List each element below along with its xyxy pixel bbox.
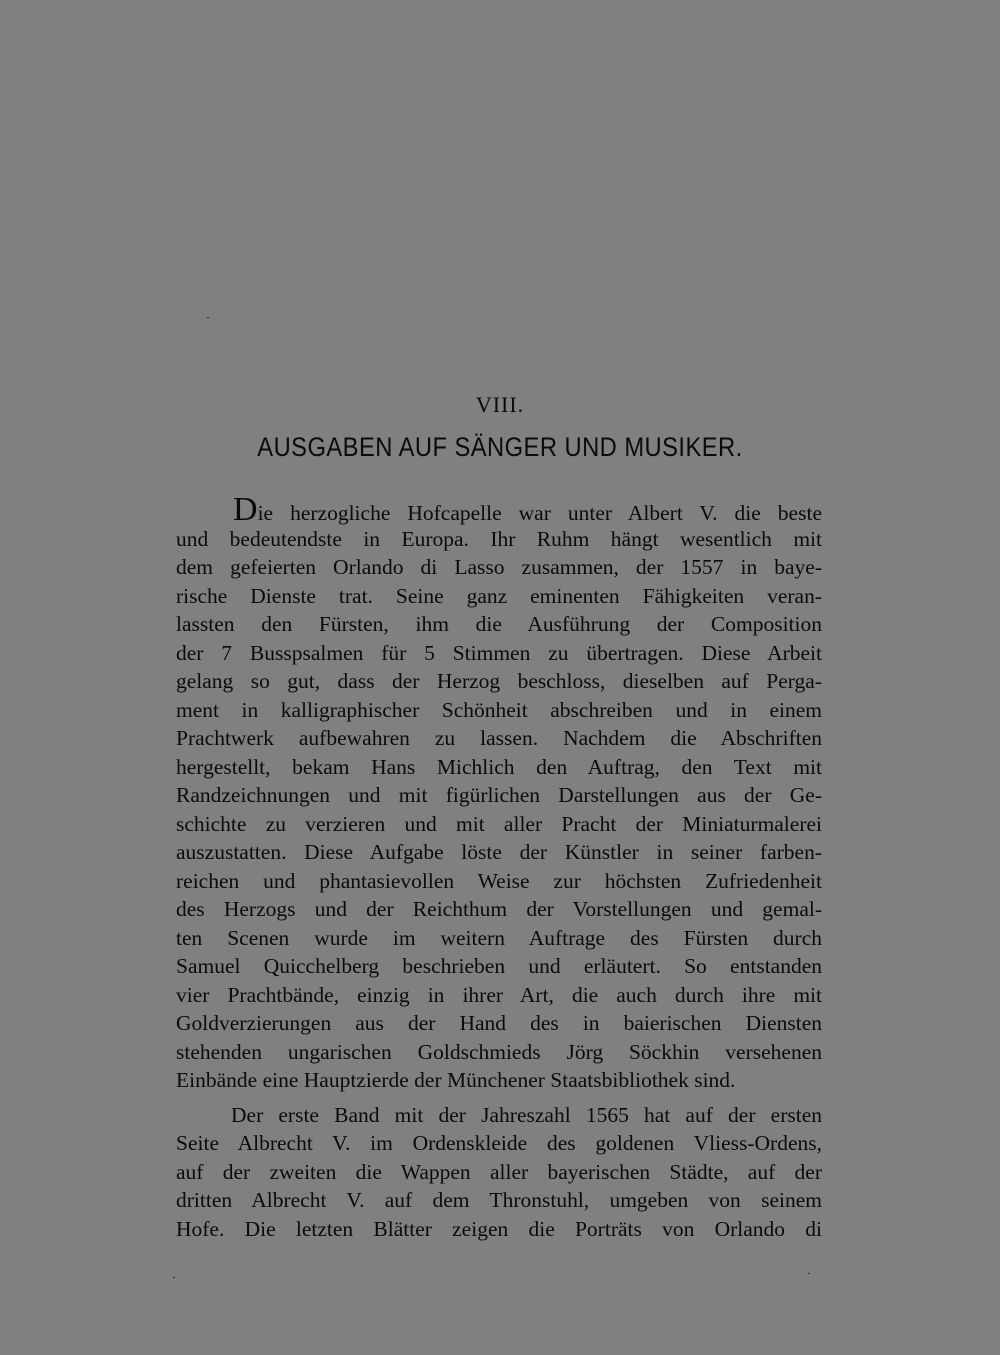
paragraph-line: Seite Albrecht V. im Ordenskleide des goldenen Vliess-Ordens, xyxy=(176,1131,822,1155)
paragraph-line: stehenden ungarischen Goldschmieds Jörg Söckhin versehenen xyxy=(176,1039,822,1064)
body-text xyxy=(176,491,822,1243)
chapter-title: AUSGABEN AUF SÄNGER UND MUSIKER. xyxy=(257,432,743,462)
paragraph-line: lassten den Fürsten, ihm die Ausführung der Composition xyxy=(176,612,822,636)
scan-speck xyxy=(207,317,209,318)
chapter-number: VIII. xyxy=(475,392,525,417)
paragraph-line: reichen und phantasievollen Weise zur höchsten Zufriedenheit xyxy=(176,868,822,893)
paragraph-line: auszustatten. Diese Aufgabe löste der Künstler in seiner farben- xyxy=(176,840,822,864)
first-line-text: ie herzogliche Hofcapelle war unter Albert V. die beste xyxy=(257,501,822,525)
paragraph-line: Prachtwerk aufbewahren zu lassen. Nachdem die Abschriften xyxy=(176,726,822,750)
scan-speck xyxy=(173,1277,175,1278)
paragraph-line: Der erste Band mit der Jahreszahl 1565 hat auf der ersten xyxy=(231,1102,822,1127)
paragraph-line: Samuel Quicchelberg beschrieben und erläutert. So entstanden xyxy=(176,954,822,978)
paragraph-line: auf der zweiten die Wappen aller bayerischen Städte, auf der xyxy=(176,1159,822,1184)
paragraph-line: rische Dienste trat. Seine ganz eminenten Fähigkeiten veran- xyxy=(176,583,822,608)
paragraph-line: dritten Albrecht V. auf dem Thronstuhl, umgeben von seinem xyxy=(176,1188,822,1212)
paragraph-line: Goldverzierungen aus der Hand des in baierischen Diensten xyxy=(176,1011,822,1035)
paragraph-line xyxy=(176,491,822,528)
drop-cap: D xyxy=(233,491,258,528)
scan-speck xyxy=(808,1273,810,1274)
paragraph-line: der 7 Busspsalmen für 5 Stimmen zu übertragen. Diese Arbeit xyxy=(176,640,822,665)
paragraph-line: ten Scenen wurde im weitern Auftrage des Fürsten durch xyxy=(176,925,822,950)
paragraph-line: Randzeichnungen und mit figürlichen Darstellungen aus der Ge- xyxy=(176,783,822,807)
paragraph-line: hergestellt, bekam Hans Michlich den Auftrag, den Text mit xyxy=(176,754,822,779)
paragraph-1 xyxy=(176,491,822,1095)
paragraph-line: gelang so gut, dass der Herzog beschloss, dieselben auf Perga- xyxy=(176,669,822,693)
paragraph-line: Hofe. Die letzten Blätter zeigen die Porträts von Orlando di xyxy=(176,1216,822,1241)
paragraph-line: und bedeutendste in Europa. Ihr Ruhm hängt wesentlich mit xyxy=(176,526,822,551)
paragraph-2 xyxy=(176,1101,822,1244)
paragraph-line: Einbände eine Hauptzierde der Münchener Staatsbibliothek sind. xyxy=(176,1068,736,1092)
paragraph-line: ment in kalligraphischer Schönheit abschreiben und in einem xyxy=(176,697,822,722)
paragraph-line: des Herzogs und der Reichthum der Vorstellungen und gemal- xyxy=(176,897,822,921)
paragraph-line: dem gefeierten Orlando di Lasso zusammen, der 1557 in baye- xyxy=(176,555,822,579)
paragraph-line: schichte zu verzieren und mit aller Pracht der Miniaturmalerei xyxy=(176,811,822,836)
paragraph-line: vier Prachtbände, einzig in ihrer Art, die auch durch ihre mit xyxy=(176,982,822,1007)
